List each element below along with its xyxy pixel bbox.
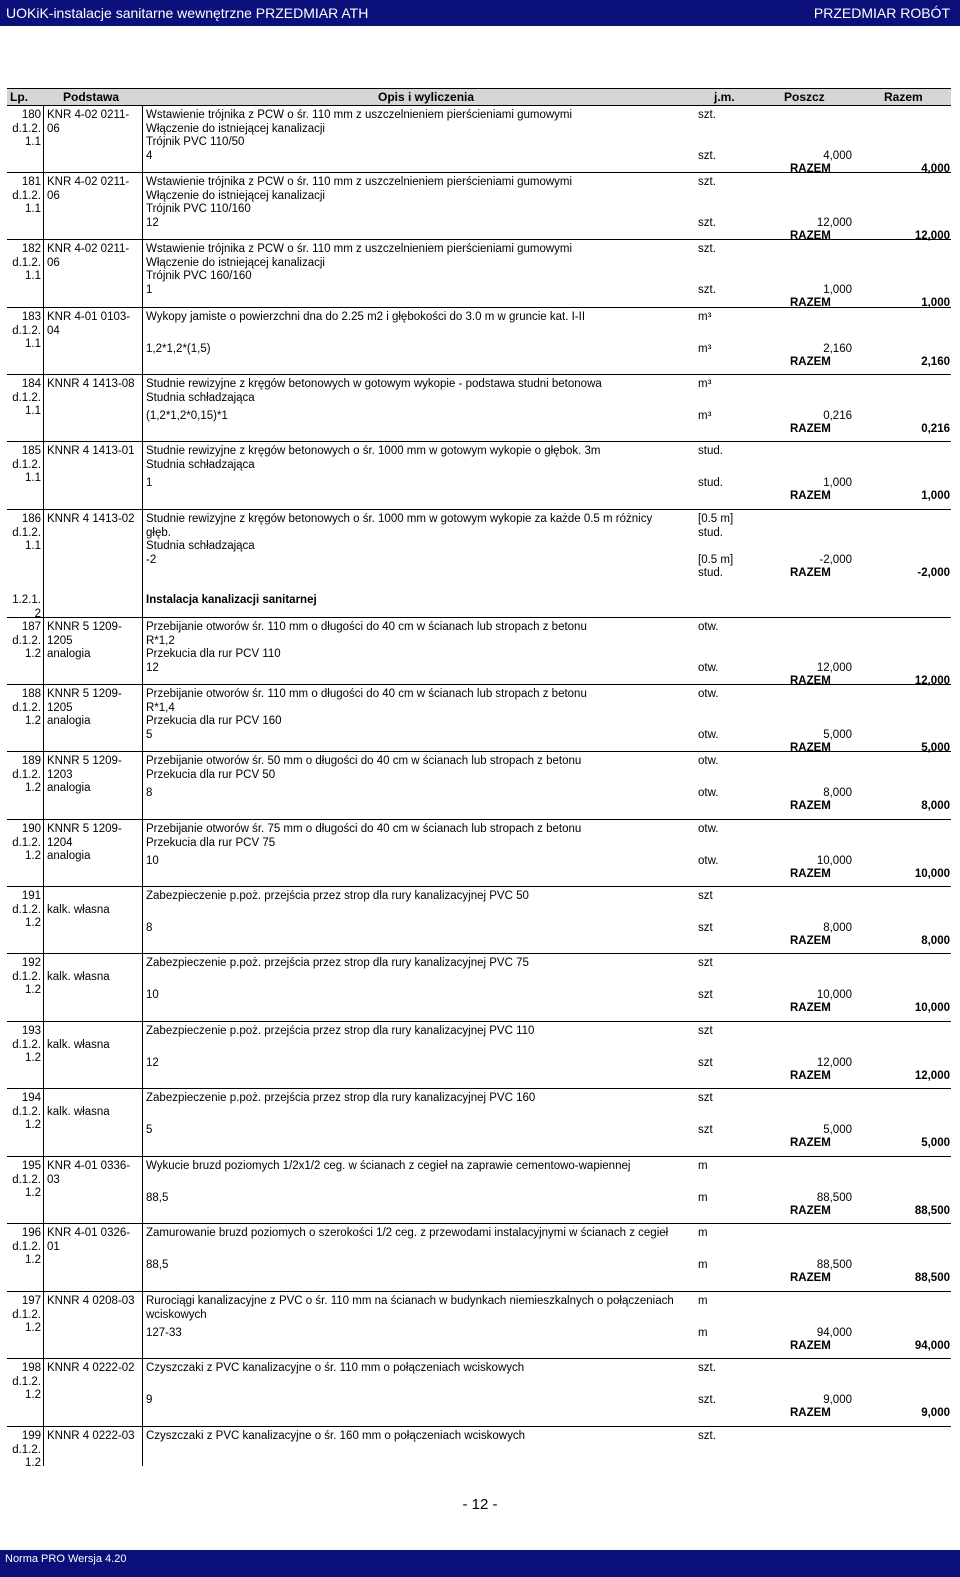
row-razem-label: RAZEM bbox=[790, 1407, 831, 1420]
row-lp: 187 d.1.2. 1.2 bbox=[12, 621, 41, 660]
row-unit: m bbox=[698, 1295, 708, 1307]
row-opis: Czyszczaki z PVC kanalizacyjne o śr. 110 mm o połączeniach wciskowych bbox=[146, 1362, 525, 1374]
row-separator bbox=[7, 684, 951, 685]
row-poszcz: 9,000 bbox=[823, 1393, 852, 1406]
row-lp: 199 d.1.2. 1.2 bbox=[12, 1430, 41, 1469]
row-poszcz: 2,160 bbox=[823, 342, 852, 355]
row-separator bbox=[7, 441, 951, 442]
row-calc-unit: szt bbox=[698, 1056, 713, 1069]
row-razem-value: 88,500 bbox=[914, 1205, 950, 1218]
row-calculation: 12 bbox=[146, 1056, 159, 1069]
document-type: PRZEDMIAR ROBÓT bbox=[813, 5, 950, 21]
row-lp: 190 d.1.2. 1.2 bbox=[12, 823, 41, 862]
row-razem-label: RAZEM bbox=[790, 675, 831, 687]
row-separator bbox=[7, 1358, 951, 1359]
row-calculation: 88,5 bbox=[146, 1191, 169, 1204]
row-calculation: 8 bbox=[146, 921, 153, 934]
col-podstawa: Podstawa bbox=[63, 90, 120, 104]
row-opis: Zabezpieczenie p.poż. przejścia przez strop dla rury kanalizacyjnej PVC 160 bbox=[146, 1092, 536, 1104]
row-poszcz: -2,000 bbox=[819, 553, 852, 566]
row-unit: szt. bbox=[698, 243, 716, 255]
row-poszcz: 94,000 bbox=[816, 1326, 852, 1339]
row-podstawa: kalk. własna bbox=[47, 1038, 110, 1051]
row-opis: Przebijanie otworów śr. 50 mm o długości do 40 cm w ścianach lub stropach z betonu Przekucia dla rur PCV 50 bbox=[146, 755, 582, 781]
col-razem: Razem bbox=[884, 90, 923, 104]
row-razem-label: RAZEM bbox=[790, 230, 831, 242]
row-podstawa: KNNR 4 0208-03 bbox=[47, 1295, 135, 1307]
row-podstawa: KNNR 4 1413-02 bbox=[47, 513, 135, 525]
row-razem-value: 1,000 bbox=[921, 297, 950, 309]
row-opis: Wstawienie trójnika z PCW o śr. 110 mm z uszczelnieniem pierścieniami gumowymi Włączenie do istniejącej kanalizacji Trójnik PVC 110/160 bbox=[146, 176, 573, 215]
row-razem-value: 1,000 bbox=[921, 490, 950, 503]
row-razem-value: 4,000 bbox=[921, 163, 950, 175]
row-poszcz: 10,000 bbox=[816, 988, 852, 1001]
row-separator bbox=[7, 374, 951, 375]
row-podstawa: KNNR 4 1413-08 bbox=[47, 378, 135, 390]
row-opis: Wstawienie trójnika z PCW o śr. 110 mm z uszczelnieniem pierścieniami gumowymi Włączenie do istniejącej kanalizacji Trójnik PVC 160/160 bbox=[146, 243, 573, 282]
row-razem-value: 12,000 bbox=[914, 230, 950, 242]
row-poszcz: 10,000 bbox=[816, 854, 852, 867]
row-razem-label: RAZEM bbox=[790, 297, 831, 309]
row-poszcz: 1,000 bbox=[823, 476, 852, 489]
row-calc-unit: szt bbox=[698, 921, 713, 934]
row-calc-unit: szt bbox=[698, 1123, 713, 1136]
row-razem-label: RAZEM bbox=[790, 1137, 831, 1150]
row-unit: [0.5 m] stud. bbox=[698, 513, 734, 539]
row-lp: 186 d.1.2. 1.1 bbox=[12, 513, 41, 552]
row-unit: szt. bbox=[698, 1430, 716, 1442]
row-lp: 184 d.1.2. 1.1 bbox=[12, 378, 41, 417]
row-opis: Przebijanie otworów śr. 110 mm o długości do 40 cm w ścianach lub stropach z betonu R*1,4 Przekucia dla rur PCV 160 bbox=[146, 688, 587, 727]
row-separator bbox=[7, 239, 951, 240]
footer-text: Norma PRO Wersja 4.20 bbox=[5, 1553, 127, 1565]
col-opis: Opis i wyliczenia bbox=[378, 90, 475, 104]
row-poszcz: 88,500 bbox=[816, 1191, 852, 1204]
section-title: Instalacja kanalizacji sanitarnej bbox=[146, 594, 317, 606]
row-podstawa: kalk. własna bbox=[47, 903, 110, 916]
row-podstawa: KNR 4-01 0326- 01 bbox=[47, 1227, 131, 1253]
row-separator bbox=[7, 1156, 951, 1157]
row-razem-value: 0,216 bbox=[921, 423, 950, 436]
row-calc-unit: stud. bbox=[698, 476, 723, 489]
row-opis: Czyszczaki z PVC kanalizacyjne o śr. 160 mm o połączeniach wciskowych bbox=[146, 1430, 526, 1442]
row-separator bbox=[7, 1021, 951, 1022]
row-podstawa: KNR 4-02 0211- 06 bbox=[47, 176, 130, 202]
row-razem-label: RAZEM bbox=[790, 423, 831, 436]
row-unit: szt bbox=[698, 1025, 713, 1037]
row-calc-unit: szt. bbox=[698, 283, 716, 296]
row-opis: Wykopy jamiste o powierzchni dna do 2.25 m2 i głębokości do 3.0 m w gruncie kat. I-II bbox=[146, 311, 586, 323]
row-lp: 189 d.1.2. 1.2 bbox=[12, 755, 41, 794]
row-razem-label: RAZEM bbox=[790, 1205, 831, 1218]
row-razem-value: 5,000 bbox=[921, 742, 950, 754]
row-podstawa: KNNR 5 1209- 1204 analogia bbox=[47, 823, 122, 862]
row-poszcz: 12,000 bbox=[816, 216, 852, 229]
row-separator bbox=[7, 307, 951, 308]
row-calculation: 88,5 bbox=[146, 1258, 169, 1271]
row-unit: szt bbox=[698, 1092, 713, 1104]
row-separator bbox=[7, 617, 951, 618]
row-podstawa: KNNR 4 0222-03 bbox=[47, 1430, 135, 1442]
row-razem-value: 5,000 bbox=[921, 1137, 950, 1150]
row-podstawa: KNNR 4 1413-01 bbox=[47, 445, 135, 457]
row-calculation: 5 bbox=[146, 1123, 153, 1136]
row-lp: 197 d.1.2. 1.2 bbox=[12, 1295, 41, 1334]
row-unit: otw. bbox=[698, 755, 719, 767]
row-opis: Studnie rewizyjne z kręgów betonowych w gotowym wykopie - podstawa studni betonowa Studnia schładzająca bbox=[146, 378, 602, 404]
row-poszcz: 12,000 bbox=[816, 661, 852, 674]
row-lp: 185 d.1.2. 1.1 bbox=[12, 445, 41, 484]
row-razem-label: RAZEM bbox=[790, 490, 831, 503]
row-unit: szt. bbox=[698, 1362, 716, 1374]
row-razem-value: 8,000 bbox=[921, 800, 950, 813]
row-calculation: 12 bbox=[146, 661, 159, 674]
row-lp: 195 d.1.2. 1.2 bbox=[12, 1160, 41, 1199]
row-calculation: 1 bbox=[146, 476, 153, 489]
row-unit: m bbox=[698, 1160, 708, 1172]
row-calculation: 1,2*1,2*(1,5) bbox=[146, 342, 211, 355]
row-poszcz: 12,000 bbox=[816, 1056, 852, 1069]
row-opis: Zabezpieczenie p.poż. przejścia przez strop dla rury kanalizacyjnej PVC 110 bbox=[146, 1025, 535, 1037]
row-razem-label: RAZEM bbox=[790, 1002, 831, 1015]
row-lp: 191 d.1.2. 1.2 bbox=[12, 890, 41, 929]
row-razem-value: 10,000 bbox=[914, 1002, 950, 1015]
row-calc-unit: szt. bbox=[698, 149, 716, 162]
row-opis: Wykucie bruzd poziomych 1/2x1/2 ceg. w ścianach z cegieł na zaprawie cementowo-wapiennej bbox=[146, 1160, 631, 1172]
row-razem-label: RAZEM bbox=[790, 356, 831, 369]
row-calculation: 12 bbox=[146, 216, 159, 229]
row-calc-unit: otw. bbox=[698, 661, 719, 674]
column-divider bbox=[142, 105, 143, 1466]
row-unit: m³ bbox=[698, 311, 712, 323]
row-separator bbox=[7, 509, 951, 510]
row-unit: m bbox=[698, 1227, 708, 1239]
row-razem-label: RAZEM bbox=[790, 742, 831, 754]
row-calculation: 4 bbox=[146, 149, 153, 162]
document-header-bar bbox=[0, 0, 960, 26]
footer-bar bbox=[0, 1550, 960, 1577]
row-separator bbox=[7, 751, 951, 752]
row-opis: Przebijanie otworów śr. 75 mm o długości do 40 cm w ścianach lub stropach z betonu Przekucia dla rur PCV 75 bbox=[146, 823, 582, 849]
row-razem-value: 2,160 bbox=[921, 356, 950, 369]
row-calc-unit: [0.5 m] stud. bbox=[698, 553, 734, 579]
row-separator bbox=[7, 1426, 951, 1427]
row-separator bbox=[7, 172, 951, 173]
row-poszcz: 4,000 bbox=[823, 149, 852, 162]
row-separator bbox=[7, 1291, 951, 1292]
row-separator bbox=[7, 819, 951, 820]
row-podstawa: KNNR 4 0222-02 bbox=[47, 1362, 135, 1374]
row-calc-unit: m³ bbox=[698, 409, 712, 422]
row-unit: szt. bbox=[698, 109, 716, 121]
row-calc-unit: m³ bbox=[698, 342, 712, 355]
row-razem-value: 10,000 bbox=[914, 868, 950, 881]
row-razem-label: RAZEM bbox=[790, 1272, 831, 1285]
row-lp: 196 d.1.2. 1.2 bbox=[12, 1227, 41, 1266]
page-number: - 12 - bbox=[462, 1496, 498, 1513]
row-calculation: 10 bbox=[146, 988, 159, 1001]
row-opis: Zamurowanie bruzd poziomych o szerokości 1/2 ceg. z przewodami instalacyjnymi w ścianach z cegieł bbox=[146, 1227, 669, 1239]
col-jm: j.m. bbox=[714, 90, 735, 104]
row-lp: 181 d.1.2. 1.1 bbox=[12, 176, 41, 215]
row-razem-label: RAZEM bbox=[790, 1070, 831, 1083]
row-lp: 182 d.1.2. 1.1 bbox=[12, 243, 41, 282]
row-calc-unit: szt bbox=[698, 988, 713, 1001]
row-opis: Zabezpieczenie p.poż. przejścia przez strop dla rury kanalizacyjnej PVC 75 bbox=[146, 957, 529, 969]
row-razem-value: 12,000 bbox=[914, 1070, 950, 1083]
row-calculation: 1 bbox=[146, 283, 153, 296]
row-separator bbox=[7, 953, 951, 954]
row-razem-value: 12,000 bbox=[914, 675, 950, 687]
row-opis: Studnie rewizyjne z kręgów betonowych o śr. 1000 mm w gotowym wykopie za każde 0.5 m różnicy głęb. Studnia schładzająca bbox=[146, 513, 653, 552]
row-lp: 192 d.1.2. 1.2 bbox=[12, 957, 41, 996]
row-podstawa: KNR 4-01 0103- 04 bbox=[47, 311, 131, 337]
row-podstawa: KNNR 5 1209- 1205 analogia bbox=[47, 621, 122, 660]
row-lp: 183 d.1.2. 1.1 bbox=[12, 311, 41, 350]
row-unit: szt bbox=[698, 890, 713, 902]
col-lp: Lp. bbox=[10, 90, 28, 104]
document-title: UOKiK-instalacje sanitarne wewnętrzne PRZEDMIAR ATH bbox=[6, 5, 369, 21]
row-calculation: 8 bbox=[146, 786, 153, 799]
row-poszcz: 88,500 bbox=[816, 1258, 852, 1271]
row-unit: otw. bbox=[698, 688, 719, 700]
row-poszcz: 0,216 bbox=[823, 409, 852, 422]
table-header bbox=[7, 88, 951, 106]
row-calculation: 127-33 bbox=[146, 1326, 182, 1339]
row-unit: szt. bbox=[698, 176, 716, 188]
row-razem-value: 94,000 bbox=[914, 1340, 950, 1353]
row-calculation: (1,2*1,2*0,15)*1 bbox=[146, 409, 228, 422]
row-opis: Zabezpieczenie p.poż. przejścia przez strop dla rury kanalizacyjnej PVC 50 bbox=[146, 890, 529, 902]
row-poszcz: 1,000 bbox=[823, 283, 852, 296]
row-unit: stud. bbox=[698, 445, 723, 457]
row-separator bbox=[7, 1223, 951, 1224]
row-calc-unit: szt. bbox=[698, 1393, 716, 1406]
section-number: 1.2.1. 2 bbox=[12, 594, 41, 620]
row-razem-value: 9,000 bbox=[921, 1407, 950, 1420]
row-calculation: 10 bbox=[146, 854, 159, 867]
row-poszcz: 8,000 bbox=[823, 921, 852, 934]
row-razem-label: RAZEM bbox=[790, 1340, 831, 1353]
row-lp: 198 d.1.2. 1.2 bbox=[12, 1362, 41, 1401]
row-calc-unit: otw. bbox=[698, 728, 719, 741]
row-podstawa: KNR 4-02 0211- 06 bbox=[47, 109, 130, 135]
row-razem-value: 88,500 bbox=[914, 1272, 950, 1285]
row-calc-unit: szt. bbox=[698, 216, 716, 229]
row-calculation: 9 bbox=[146, 1393, 153, 1406]
row-lp: 193 d.1.2. 1.2 bbox=[12, 1025, 41, 1064]
row-poszcz: 5,000 bbox=[823, 728, 852, 741]
row-calculation: -2 bbox=[146, 553, 157, 566]
row-calc-unit: otw. bbox=[698, 786, 719, 799]
row-calc-unit: otw. bbox=[698, 854, 719, 867]
row-podstawa: KNR 4-02 0211- 06 bbox=[47, 243, 130, 269]
row-opis: Rurociągi kanalizacyjne z PVC o śr. 110 mm na ścianach w budynkach niemieszkalnych o połączeniach wciskowych bbox=[146, 1295, 674, 1321]
row-podstawa: kalk. własna bbox=[47, 970, 110, 983]
row-opis: Wstawienie trójnika z PCW o śr. 110 mm z uszczelnieniem pierścieniami gumowymi Włączenie do istniejącej kanalizacji Trójnik PVC 110/50 bbox=[146, 109, 573, 148]
row-opis: Studnie rewizyjne z kręgów betonowych o śr. 1000 mm w gotowym wykopie o głębok. 3m Studnia schładzająca bbox=[146, 445, 601, 471]
row-razem-label: RAZEM bbox=[790, 163, 831, 175]
column-divider bbox=[43, 105, 44, 1466]
row-opis: Przebijanie otworów śr. 110 mm o długości do 40 cm w ścianach lub stropach z betonu R*1,2 Przekucia dla rur PCV 110 bbox=[146, 621, 587, 660]
row-razem-label: RAZEM bbox=[790, 800, 831, 813]
row-separator bbox=[7, 105, 951, 106]
row-podstawa: KNNR 5 1209- 1205 analogia bbox=[47, 688, 122, 727]
row-unit: szt bbox=[698, 957, 713, 969]
row-poszcz: 5,000 bbox=[823, 1123, 852, 1136]
row-unit: otw. bbox=[698, 823, 719, 835]
row-razem-label: RAZEM bbox=[790, 935, 831, 948]
row-razem-label: RAZEM bbox=[790, 868, 831, 881]
row-calculation: 5 bbox=[146, 728, 153, 741]
row-razem-value: -2,000 bbox=[917, 567, 950, 579]
row-unit: m³ bbox=[698, 378, 712, 390]
row-podstawa: kalk. własna bbox=[47, 1105, 110, 1118]
row-separator bbox=[7, 886, 951, 887]
row-calc-unit: m bbox=[698, 1326, 708, 1339]
row-lp: 180 d.1.2. 1.1 bbox=[12, 109, 41, 148]
row-lp: 194 d.1.2. 1.2 bbox=[12, 1092, 41, 1131]
row-calc-unit: m bbox=[698, 1258, 708, 1271]
row-podstawa: KNR 4-01 0336- 03 bbox=[47, 1160, 131, 1186]
row-lp: 188 d.1.2. 1.2 bbox=[12, 688, 41, 727]
row-calc-unit: m bbox=[698, 1191, 708, 1204]
row-razem-value: 8,000 bbox=[921, 935, 950, 948]
row-separator bbox=[7, 1088, 951, 1089]
row-unit: otw. bbox=[698, 621, 719, 633]
col-poszcz: Poszcz bbox=[784, 90, 825, 104]
row-poszcz: 8,000 bbox=[823, 786, 852, 799]
row-podstawa: KNNR 5 1209- 1203 analogia bbox=[47, 755, 122, 794]
row-razem-label: RAZEM bbox=[790, 567, 831, 579]
